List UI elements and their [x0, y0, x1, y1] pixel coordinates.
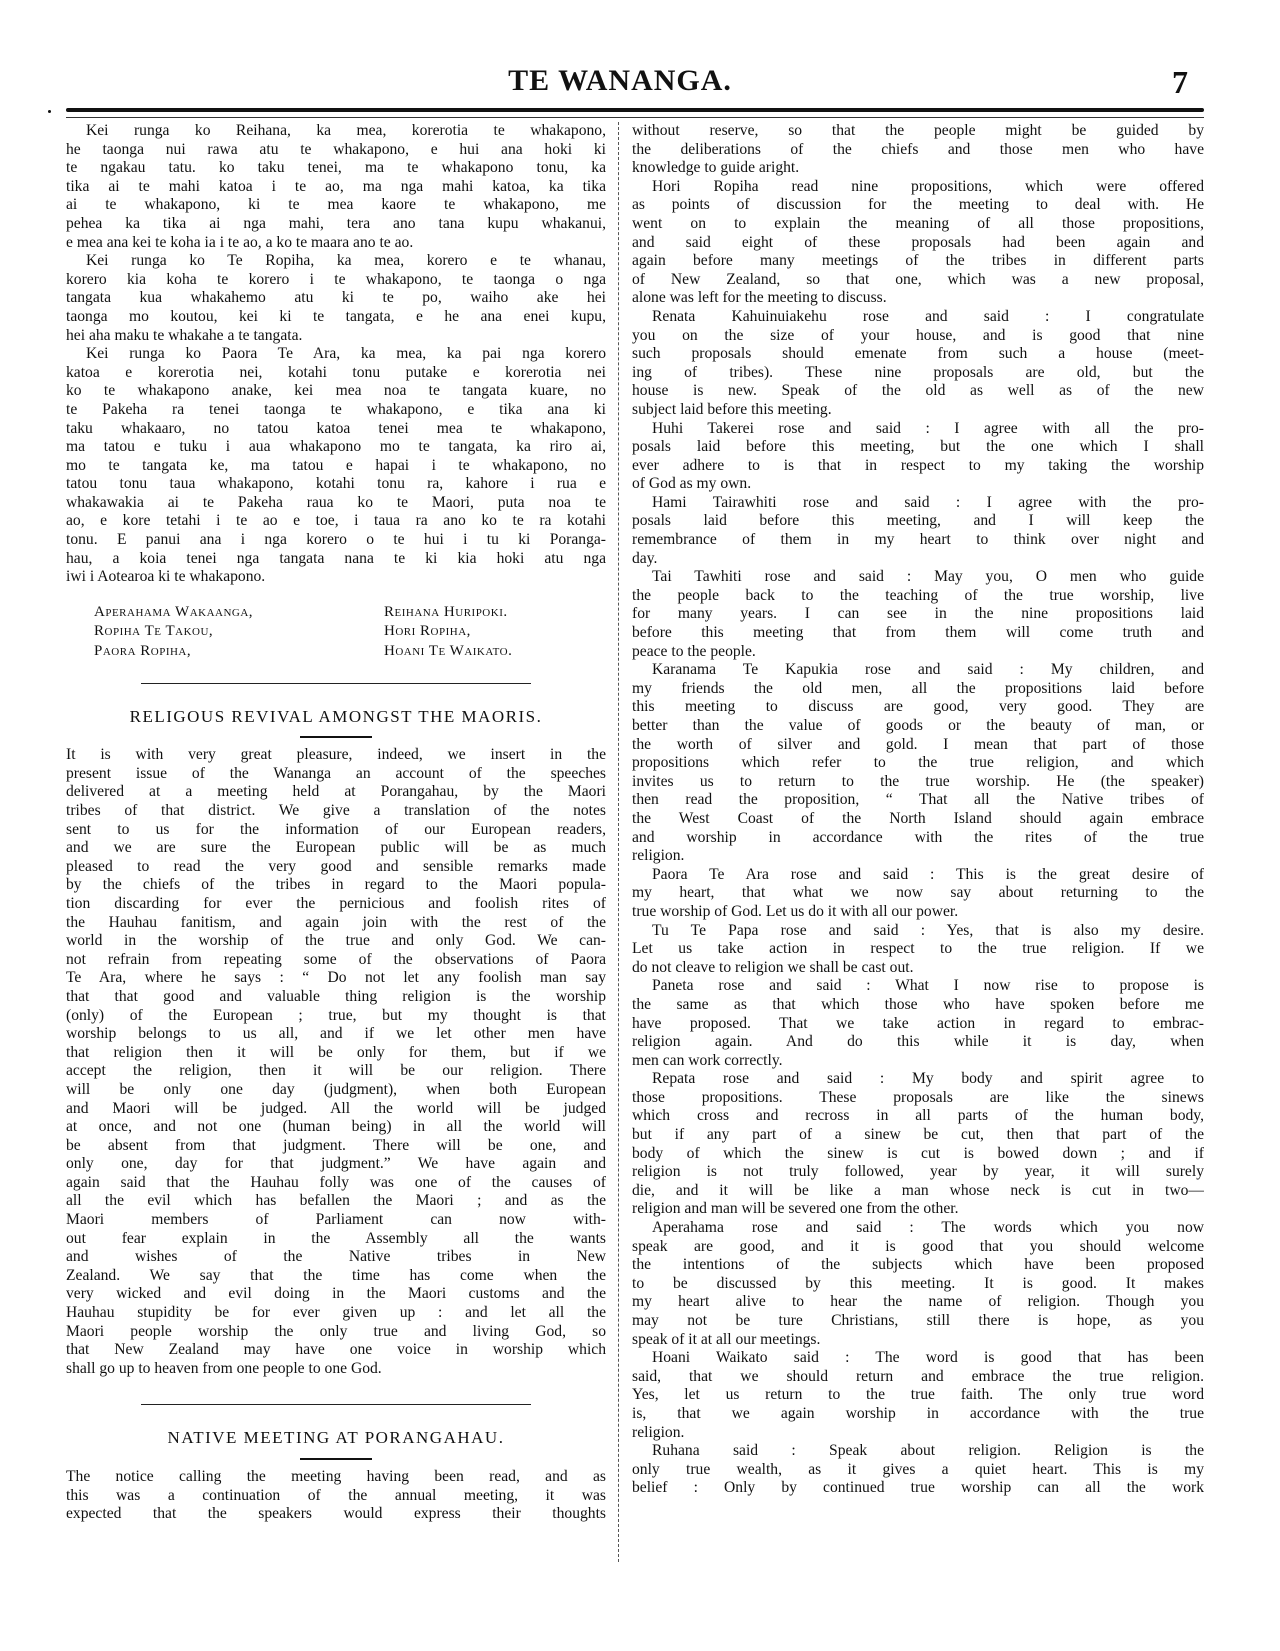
paragraph	[66, 122, 606, 252]
text-line: he taonga nui rawa atu te whakapono, e hui ana hoki ki	[66, 140, 606, 158]
text-line: be absent from that judgment. There will be one, and	[66, 1136, 606, 1154]
text-line: ko te whakapono anake, kei mea noa te tangata kuare, no	[66, 382, 606, 400]
text-line: went on to explain the meaning of all those propositions,	[632, 214, 1204, 232]
paragraph	[66, 252, 606, 345]
heading-rule	[300, 1458, 372, 1460]
text-line: shall go up to heaven from one people to one God.	[66, 1359, 382, 1377]
text-line: that religion then it will be only for them, but if we	[66, 1043, 606, 1061]
text-line: delivered at a meeting held at Porangahau, by the Maori	[66, 783, 606, 801]
text-line: Kei runga ko Te Ropiha, ka mea, korero e te whanau,	[86, 252, 606, 270]
text-line: Let us take action in respect to the true religion. If we	[632, 940, 1204, 958]
text-line: te ngakau tatu. ko taku tenei, ma te whakapono tonu, ka	[66, 159, 606, 177]
text-line: ever adhere to is that in respect to my taking the worship	[632, 456, 1204, 474]
text-line: ao, e kore tetahi i te ao e toe, i taua ra ano ko te ra kotahi	[66, 512, 606, 530]
text-line: do not cleave to religion we shall be cast out.	[632, 958, 914, 976]
text-line: propositions which refer to the true religion, and which	[632, 754, 1204, 772]
text-line: peace to the people.	[632, 642, 756, 660]
text-line: Huhi Takerei rose and said : I agree with all the pro-	[652, 419, 1204, 437]
text-line: taku whakaaro, no tatou katoa tenei mea te whakapono,	[66, 419, 606, 437]
page-number: 7	[1172, 64, 1188, 100]
text-line: will be only one day (judgment), when both European	[66, 1080, 606, 1098]
paragraph	[632, 661, 1204, 866]
paragraph	[632, 308, 1204, 420]
text-line: Paora Te Ara rose and said : This is the great desire of	[652, 865, 1204, 883]
text-line: for many years. I can see in the nine propositions laid	[632, 605, 1204, 623]
text-line: tribes of that district. We give a translation of the notes	[66, 802, 606, 819]
signatory-name: Paora Ropiha,	[94, 643, 192, 660]
text-line: the intentions of the subjects which have been proposed	[632, 1256, 1204, 1274]
text-line: and said eight of these proposals had been again and	[632, 233, 1204, 251]
text-line: hau, a koia tenei nga tangata nana te ki kia hoki atu nga	[66, 549, 606, 567]
paragraph	[632, 494, 1204, 568]
heading-rule	[300, 736, 372, 738]
text-line: Te Ara, where he says : “ Do not let any foolish man say	[66, 969, 606, 987]
text-line: only one, day for that judgment.” We have again and	[66, 1155, 606, 1173]
text-line: religion is not truly followed, year by year, it will surely	[632, 1163, 1204, 1181]
paragraph	[632, 977, 1204, 1070]
text-line: the people back to the teaching of the true worship, live	[632, 586, 1204, 604]
text-line: It is with very great pleasure, indeed, we insert in the	[66, 746, 606, 764]
text-line: tika ai te mahi katoa i te ao, ma nga mahi katoa, ka tika	[66, 177, 606, 195]
text-line: posals laid before this meeting, but the one which I shall	[632, 438, 1204, 456]
text-line: better than the value of goods or the beauty of man, or	[632, 717, 1204, 734]
paragraph	[632, 1219, 1204, 1349]
text-line: only true wealth, as it gives a quiet heart. This is my	[632, 1460, 1204, 1478]
text-line: that New Zealand may have one voice in worship which	[66, 1341, 606, 1359]
publication-title: TE WANANGA.	[508, 64, 732, 97]
paragraph	[632, 922, 1204, 978]
text-line: to be discussed by this meeting. It is good. It makes	[632, 1274, 1204, 1292]
text-line: the West Coast of the North Island should again embrace	[632, 809, 1204, 827]
text-line: and Maori will be judged. All the world will be judged	[66, 1099, 606, 1117]
text-line: the deliberations of the chiefs and those men who have	[632, 140, 1204, 158]
paragraph	[632, 122, 1204, 178]
text-line: my friends the old men, all the propositions laid before	[632, 679, 1204, 697]
text-line: of New Zealand, so that one, which was a new proposal,	[632, 270, 1204, 288]
text-line: ai te whakapono, ki te mea kaore te whakapono, me	[66, 196, 606, 214]
text-line: world in the worship of the true and only God. We can-	[66, 932, 606, 950]
text-line: without reserve, so that the people might be guided by	[632, 122, 1204, 139]
text-line: remembrance of them in my heart to think over night and	[632, 531, 1204, 549]
margin-dot	[48, 110, 51, 113]
text-line: true worship of God. Let us do it with all our power.	[632, 902, 959, 920]
text-line: katoa e korerotia nei, kotahi tonu putake e korerotia nei	[66, 363, 606, 381]
right-column	[632, 122, 1204, 1498]
text-line: Hami Tairawhiti rose and said : I agree with the pro-	[652, 493, 1204, 511]
text-line: pleased to read the very good and sensible remarks made	[66, 857, 606, 875]
text-line: (only) of the European ; true, but my thought is that	[66, 1006, 606, 1024]
text-line: have proposed. That we take action in regard to embrac-	[632, 1014, 1204, 1032]
text-line: men can work correctly.	[632, 1051, 783, 1069]
signatories	[94, 603, 606, 661]
signatory-name: Aperahama Wakaanga,	[94, 603, 254, 620]
text-line: Repata rose and said : My body and spirit agree to	[652, 1070, 1204, 1088]
paragraph	[632, 420, 1204, 494]
text-line: knowledge to guide aright.	[632, 159, 800, 177]
text-line: taonga mo koutou, kei ki te tangata, e he ana enei kupu,	[66, 307, 606, 325]
text-line: Maori people worship the only true and living God, so	[66, 1322, 606, 1340]
text-line: Ruhana said : Speak about religion. Religion is the	[652, 1442, 1204, 1460]
text-line: tatou tonu taua whakapono, kotahi tonu ra, kahore i rua e	[66, 475, 606, 493]
text-line: pehea ka tika ai nga mahi, tera ano tana kupu whakanui,	[66, 214, 606, 232]
text-line: worship belongs to us all, and if we let other men have	[66, 1025, 606, 1043]
text-line: Hoani Waikato said : The word is good that has been	[652, 1349, 1204, 1367]
text-line: accept the religion, then it will be our religion. There	[66, 1062, 606, 1080]
paragraph	[632, 1070, 1204, 1219]
text-line: may not be ture Christians, still there is hope, as you	[632, 1312, 1204, 1329]
header-rule-thin	[66, 117, 1204, 118]
text-line: korero kia koha te korero i te whakapono, te taonga o nga	[66, 270, 606, 288]
text-line: mo te tangata ke, ma tatou e hapai i te whakapono, no	[66, 456, 606, 474]
text-line: said, that we should return and embrace the true religion.	[632, 1367, 1204, 1385]
text-line: of God as my own.	[632, 475, 752, 493]
signatory-name: Ropiha Te Takou,	[94, 623, 214, 640]
section-separator	[141, 1404, 531, 1405]
text-line: Hori Ropiha read nine propositions, which were offered	[652, 177, 1204, 195]
text-line: religion again. And do this while it is day, when	[632, 1033, 1204, 1051]
article-body-religious-revival	[66, 746, 606, 1378]
text-line: those propositions. These proposals are like the sinews	[632, 1088, 1204, 1106]
text-line: speak are good, and it is good that you should welcome	[632, 1237, 1204, 1255]
text-line: tangata kua whakahemo atu ki te po, waiho ake hei	[66, 289, 606, 307]
maori-letter	[66, 122, 606, 587]
paragraph	[632, 1442, 1204, 1498]
paragraph	[66, 345, 606, 587]
text-line: but if any part of a sinew be cut, then that part of the	[632, 1126, 1204, 1144]
text-line: The notice calling the meeting having been read, and as	[66, 1468, 606, 1485]
article-heading-religious-revival: RELIGOUS REVIVAL AMONGST THE MAORIS.	[129, 706, 543, 726]
text-line: invites us to return to the true worship. He (the speaker)	[632, 772, 1204, 790]
text-line: day.	[632, 549, 658, 567]
text-line: at once, and not one (human being) in all the world will	[66, 1118, 606, 1136]
article-heading-native-meeting: NATIVE MEETING AT PORANGAHAU.	[167, 1428, 505, 1448]
text-line: die, and it will be like a man whose neck is cut in two—	[632, 1181, 1204, 1199]
text-line: hei aha maku te whakahe a te tangata.	[66, 326, 303, 344]
text-line: body of which the sinew is cut is bowed down ; and if	[632, 1144, 1204, 1162]
text-line: religion and man will be severed one from the other.	[632, 1200, 959, 1218]
text-line: belief : Only by continued true worship can all the work	[632, 1479, 1204, 1497]
text-line: the worth of silver and gold. I mean that part of those	[632, 735, 1204, 753]
text-line: the Hauhau fanitism, and again join with the rest of the	[66, 913, 606, 931]
text-line: iwi i Aotearoa ki te whakapono.	[66, 568, 266, 586]
text-line: and we are sure the European public will be as much	[66, 839, 606, 857]
text-line: again before many meetings of the tribes in different parts	[632, 252, 1204, 270]
text-line: Hauhau stupidity be for ever given up : and let all the	[66, 1304, 606, 1322]
text-line: that that good and valuable thing religion is the worship	[66, 987, 606, 1005]
text-line: out fear explain in the Assembly all the wants	[66, 1229, 606, 1247]
meeting-report-continued	[632, 122, 1204, 1498]
text-line: Paneta rose and said : What I now rise to propose is	[652, 977, 1204, 995]
paragraph	[632, 568, 1204, 661]
text-line: Karanama Te Kapukia rose and said : My children, and	[652, 661, 1204, 679]
paragraph	[632, 1349, 1204, 1442]
text-line: as points of discussion for the meeting to deal with. He	[632, 196, 1204, 214]
text-line: Maori members of Parliament can now with-	[66, 1211, 606, 1229]
text-line: before this meeting that from them will come truth and	[632, 624, 1204, 642]
text-line: e mea ana kei te koha ia i te ao, a ko te maara ano te ao.	[66, 233, 414, 251]
text-line: the same as that which those who have spoken before me	[632, 995, 1204, 1013]
text-line: whakawakia ai te Pakeha raua ko te Maori, puta noa te	[66, 493, 606, 511]
text-line: my heart, that what we now say about returning to the	[632, 884, 1204, 902]
text-line: not refrain from repeating some of the observations of Paora	[66, 950, 606, 968]
signatory-name: Hori Ropiha,	[384, 623, 471, 640]
text-line: tion discarding for ever the pernicious and foolish rites of	[66, 894, 606, 912]
text-line: Tu Te Papa rose and said : Yes, that is also my desire.	[652, 921, 1204, 939]
text-line: expected that the speakers would express their thoughts	[66, 1505, 606, 1523]
text-line: Zealand. We say that the time has come when the	[66, 1266, 606, 1284]
text-line: very wicked and evil doing in the Maori customs and the	[66, 1285, 606, 1303]
paragraph	[632, 178, 1204, 308]
text-line: this meeting to discuss are good, very good. They are	[632, 698, 1204, 716]
text-line: which cross and recross in all parts of the human body,	[632, 1107, 1204, 1125]
text-line: and wishes of the Native tribes in New	[66, 1248, 606, 1266]
text-line: ma tatou e tuku i aua whakapono mo te tangata, ka riro ai,	[66, 438, 606, 456]
text-line: Yes, let us return to the true faith. The only true word	[632, 1386, 1204, 1404]
text-line: again said that the Hauhau folly was one of the causes of	[66, 1173, 606, 1191]
text-line: Aperahama rose and said : The words which you now	[652, 1219, 1204, 1237]
text-line: te Pakeha ra tenei taonga te whakapono, e tika ana ki	[66, 400, 606, 418]
text-line: religion.	[632, 847, 685, 865]
column-divider	[618, 122, 619, 1562]
text-line: such proposals should emenate from such a house (meet-	[632, 345, 1204, 363]
text-line: house is new. Speak of the old as well as of the new	[632, 382, 1204, 400]
text-line: Tai Tawhiti rose and said : May you, O men who guide	[652, 568, 1204, 586]
text-line: by the chiefs of the tribes in regard to the Maori popula-	[66, 876, 606, 894]
text-line: religion.	[632, 1423, 685, 1441]
text-line: present issue of the Wananga an account of the speeches	[66, 764, 606, 782]
text-line: my heart alive to hear the name of religion. Though you	[632, 1293, 1204, 1311]
signatory-name: Hoani Te Waikato.	[384, 643, 513, 660]
text-line: sent to us for the information of our European readers,	[66, 820, 606, 838]
text-line: you on the size of your house, and is good that nine	[632, 326, 1204, 344]
text-line: then read the proposition, “ That all the Native tribes of	[632, 791, 1204, 809]
text-line: tonu. E panui ana i nga korero o te hui i tu ki Poranga-	[66, 531, 606, 549]
text-line: this was a continuation of the annual meeting, it was	[66, 1486, 606, 1504]
text-line: Kei runga ko Paora Te Ara, ka mea, ka pai nga korero	[86, 345, 606, 363]
signatory-name: Reihana Huripoki.	[384, 603, 508, 620]
text-line: Renata Kahuinuiakehu rose and said : I congratulate	[652, 307, 1204, 325]
section-separator	[141, 683, 531, 684]
text-line: is, that we again worship in accordance with the true	[632, 1404, 1204, 1422]
text-line: and worship in accordance with the rites of the true	[632, 828, 1204, 846]
running-header	[0, 64, 1280, 104]
text-line: subject laid before this meeting.	[632, 400, 832, 418]
header-rule-thick	[66, 108, 1204, 112]
text-line: alone was left for the meeting to discuss.	[632, 289, 887, 307]
article-body-native-meeting	[66, 1468, 606, 1524]
text-line: posals laid before this meeting, and I will keep the	[632, 512, 1204, 530]
left-column	[66, 122, 606, 1524]
text-line: ing of tribes). These nine proposals are old, but the	[632, 363, 1204, 381]
text-line: Kei runga ko Reihana, ka mea, korerotia te whakapono,	[86, 122, 606, 139]
text-line: speak of it at all our meetings.	[632, 1330, 821, 1348]
text-line: all the evil which has befallen the Maori ; and as the	[66, 1192, 606, 1210]
paragraph	[632, 866, 1204, 922]
